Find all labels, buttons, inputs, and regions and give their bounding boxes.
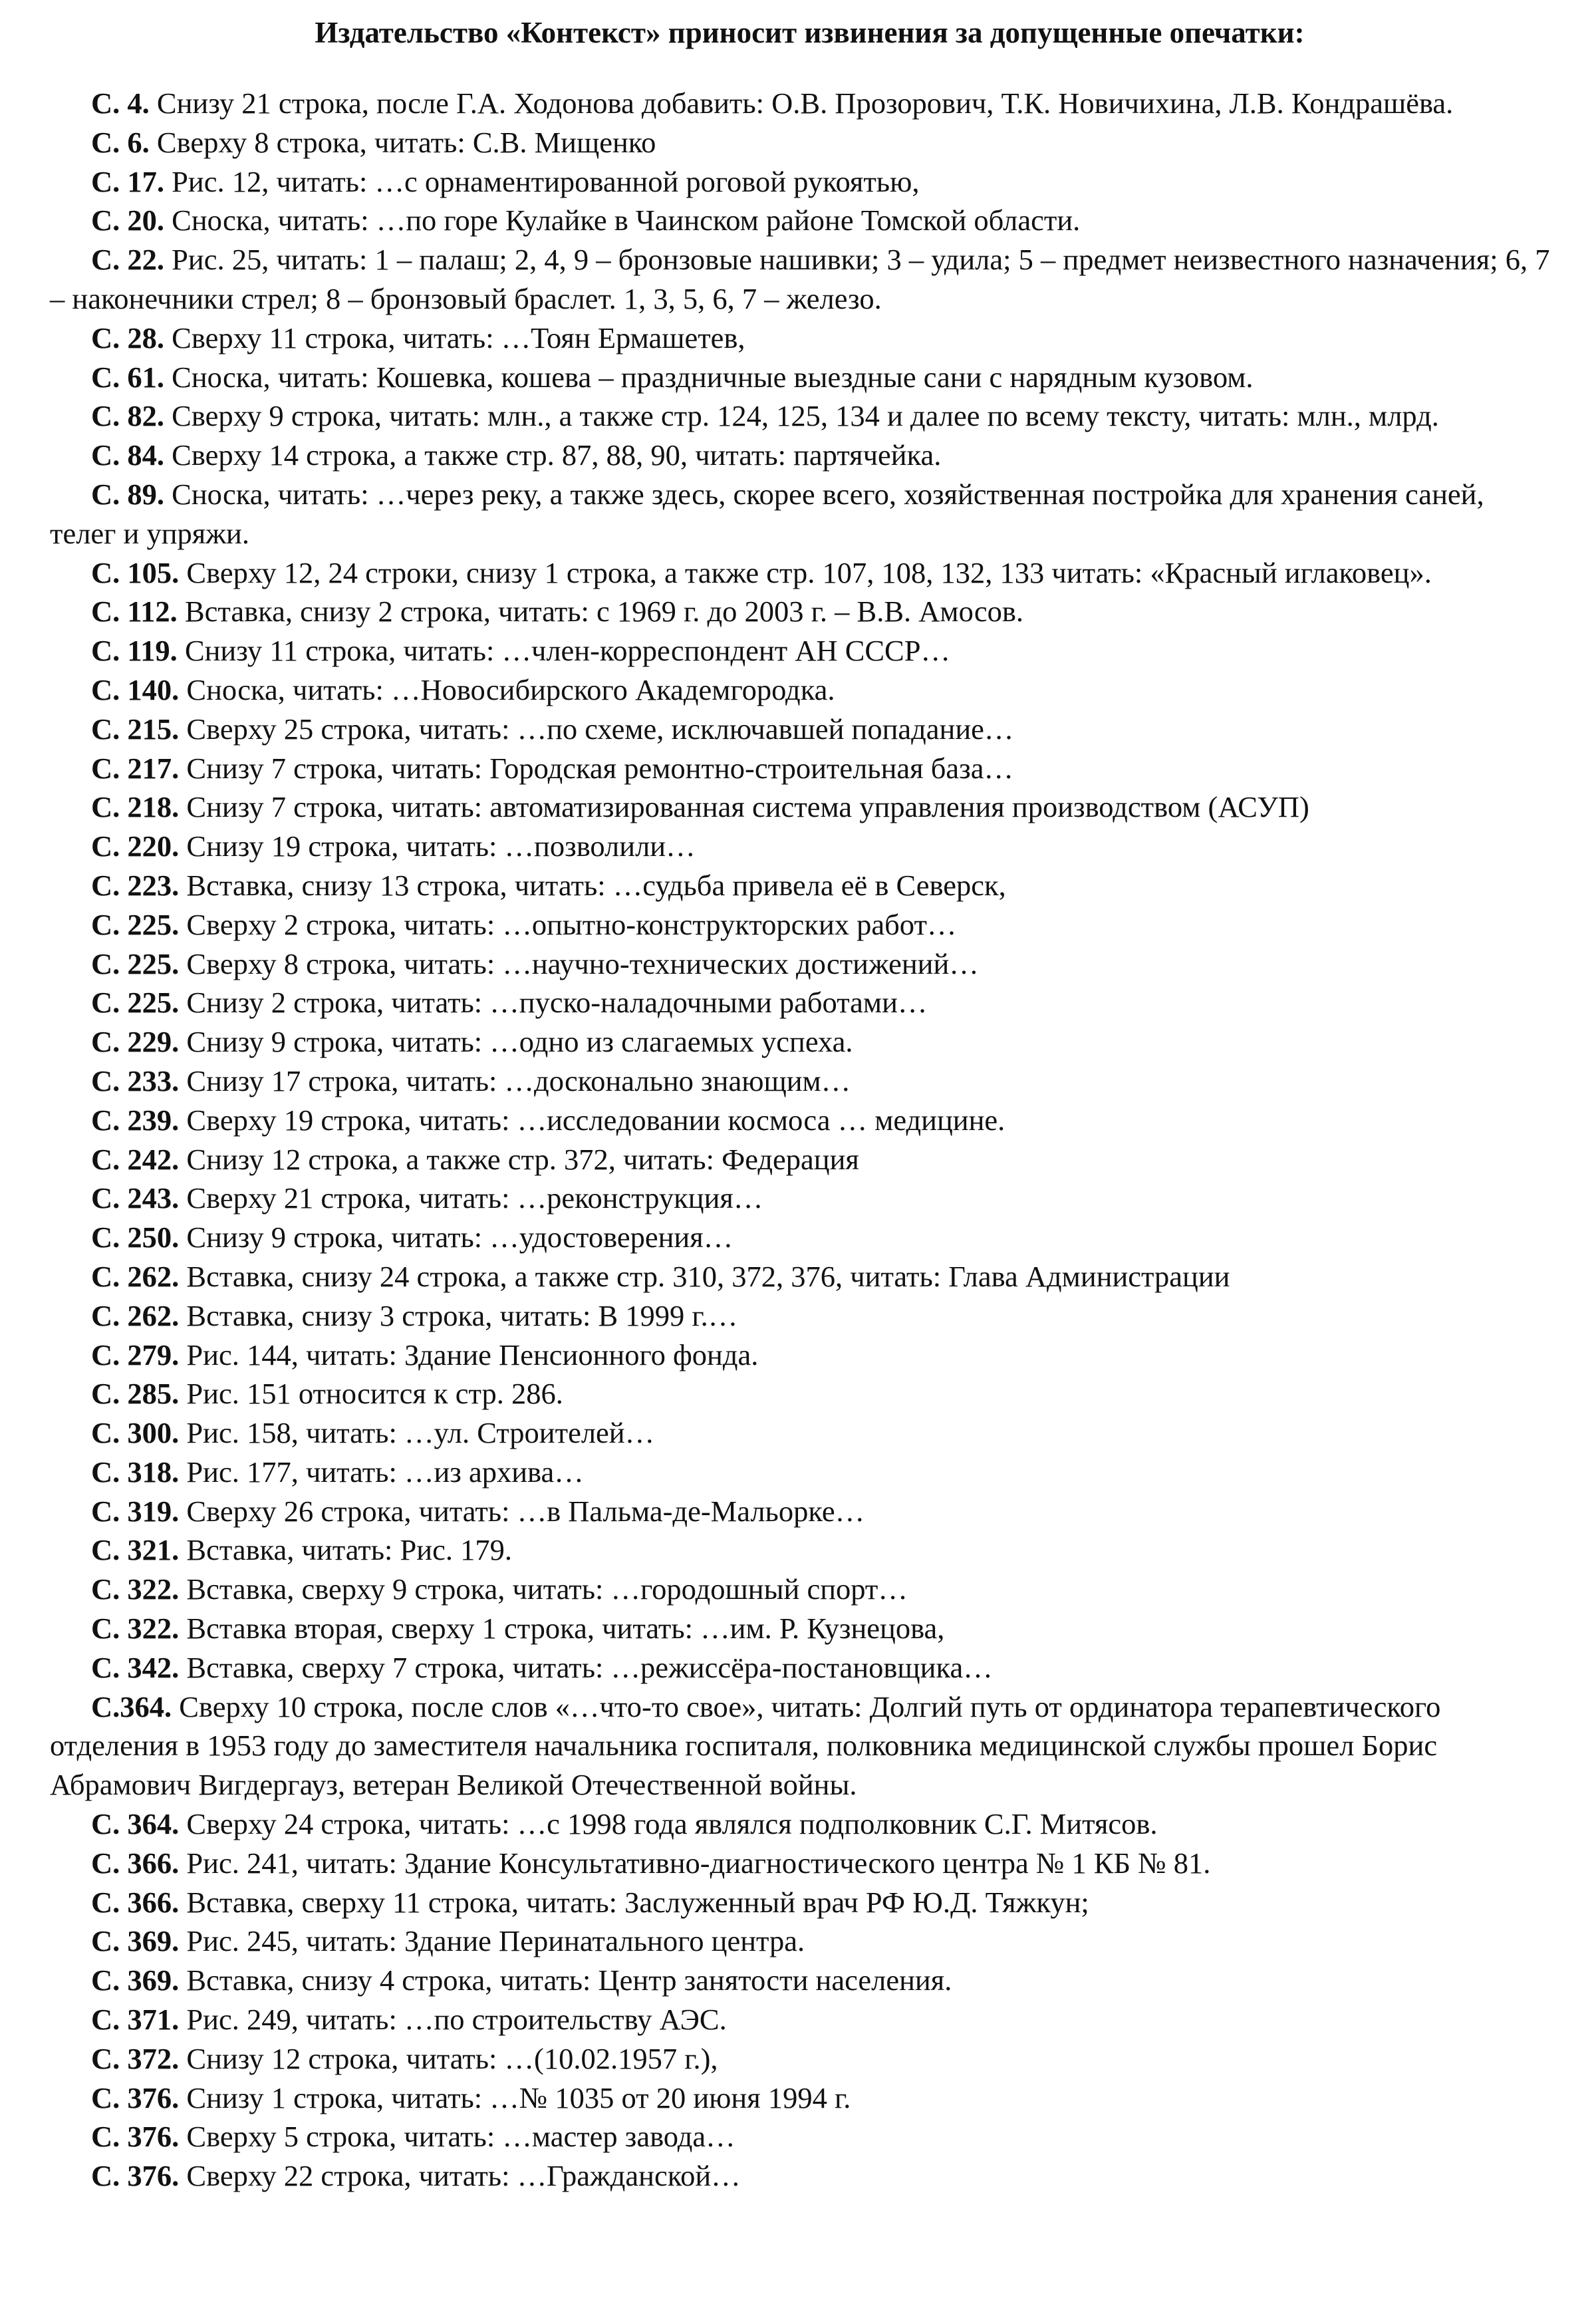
errata-entry <box>50 1804 1556 1844</box>
page-reference: С. 229. <box>91 1025 180 1059</box>
errata-entry <box>50 1296 1556 1336</box>
errata-entry <box>50 1883 1556 1922</box>
correction-text: Сноска, читать: …через реку, а также здесь, скорее всего, хозяйственная постройка для хранения саней, телег и упряжи. <box>50 477 1484 550</box>
correction-text: Вставка вторая, сверху 1 строка, читать: …им. Р. Кузнецова, <box>179 1612 945 1646</box>
errata-entry <box>50 2117 1556 2156</box>
errata-entry <box>50 1492 1556 1531</box>
correction-text: Вставка, снизу 2 строка, читать: с 1969 г. до 2003 г. – В.В. Амосов. <box>177 595 1024 629</box>
page-reference: С. 250. <box>91 1221 180 1254</box>
correction-text: Сверху 24 строка, читать: …с 1998 года являлся подполковник С.Г. Митясов. <box>179 1807 1158 1841</box>
errata-entry <box>50 1570 1556 1609</box>
correction-text: Вставка, сверху 7 строка, читать: …режиссёра-постановщика… <box>179 1650 993 1684</box>
errata-entry <box>50 240 1556 319</box>
page-reference: С. 89. <box>91 477 165 511</box>
correction-text: Снизу 19 строка, читать: …позволили… <box>179 829 696 863</box>
correction-text: Рис. 151 относится к стр. 286. <box>179 1377 563 1411</box>
page-reference: С. 318. <box>91 1455 180 1489</box>
correction-text: Снизу 17 строка, читать: …досконально знающим… <box>179 1064 851 1097</box>
page-reference: С. 217. <box>91 751 180 785</box>
correction-text: Снизу 1 строка, читать: …№ 1035 от 20 июня 1994 г. <box>179 2081 851 2114</box>
errata-entry <box>50 1844 1556 1883</box>
errata-entry <box>50 319 1556 358</box>
errata-entry <box>50 1609 1556 1648</box>
page-reference: С. 22. <box>91 243 165 277</box>
errata-entry <box>50 749 1556 788</box>
page-reference: С. 28. <box>91 321 165 355</box>
errata-entry <box>50 1140 1556 1179</box>
page-reference: С. 319. <box>91 1494 180 1528</box>
errata-entry <box>50 1062 1556 1101</box>
page-reference: С. 218. <box>91 790 180 824</box>
page-reference: С. 242. <box>91 1142 180 1176</box>
correction-text: Рис. 158, читать: …ул. Строителей… <box>179 1416 655 1450</box>
correction-text: Сверху 25 строка, читать: …по схеме, исключавшей попадание… <box>179 712 1014 746</box>
page-reference: С. 243. <box>91 1181 180 1215</box>
page-reference: С. 369. <box>91 1924 180 1958</box>
page-reference: С. 20. <box>91 204 165 237</box>
correction-text: Сверху 8 строка, читать: С.В. Мищенко <box>149 125 656 159</box>
correction-text: Снизу 2 строка, читать: …пуско-наладочными работами… <box>179 986 928 1020</box>
correction-text: Снизу 12 строка, читать: …(10.02.1957 г.), <box>179 2041 718 2075</box>
correction-text: Сверху 8 строка, читать: …научно-технических достижений… <box>179 946 979 980</box>
correction-text: Вставка, сверху 11 строка, читать: Заслуженный врач РФ Ю.Д. Тяжкун; <box>179 1885 1089 1919</box>
page-reference: С. 321. <box>91 1533 180 1567</box>
errata-entry <box>50 1453 1556 1492</box>
page-reference: С. 225. <box>91 986 180 1020</box>
correction-text: Сверху 9 строка, читать: млн., а также стр. 124, 125, 134 и далее по всему тексту, читать: млн., млрд. <box>164 399 1439 433</box>
errata-entry <box>50 475 1556 553</box>
correction-text: Сверху 22 строка, читать: …Гражданской… <box>179 2159 741 2193</box>
page-reference: С. 105. <box>91 555 180 589</box>
correction-text: Рис. 25, читать: 1 – палаш; 2, 4, 9 – бронзовые нашивки; 3 – удила; 5 – предмет неизвестного назначения; 6, 7 – наконечники стрел; 8 – бронзовый браслет. 1, 3, 5, 6, 7 – железо. <box>50 243 1550 315</box>
errata-entry <box>50 670 1556 710</box>
correction-text: Снизу 21 строка, после Г.А. Ходонова добавить: О.В. Прозорович, Т.К. Новичихина, Л.В. Кондрашёва. <box>149 86 1454 120</box>
page-reference: С. 376. <box>91 2081 180 2114</box>
page-reference: С. 371. <box>91 2003 180 2037</box>
errata-entry <box>50 1336 1556 1375</box>
page-reference: С. 262. <box>91 1259 180 1293</box>
errata-entry <box>50 2039 1556 2079</box>
correction-text: Рис. 241, читать: Здание Консультативно-диагностического центра № 1 КБ № 81. <box>179 1846 1211 1880</box>
correction-text: Рис. 249, читать: …по строительству АЭС. <box>179 2003 727 2037</box>
page-reference: С. 322. <box>91 1612 180 1646</box>
errata-entry <box>50 1179 1556 1218</box>
page-reference: С. 342. <box>91 1650 180 1684</box>
correction-text: Снизу 9 строка, читать: …одно из слагаемых успеха. <box>179 1025 853 1059</box>
errata-entry <box>50 358 1556 397</box>
correction-text: Сверху 11 строка, читать: …Тоян Ермашетев, <box>164 321 745 355</box>
errata-entry <box>50 84 1556 123</box>
page-reference: С. 376. <box>91 2120 180 2154</box>
page-reference: С. 84. <box>91 438 165 472</box>
errata-entry <box>50 553 1556 593</box>
page-reference: С. 220. <box>91 829 180 863</box>
correction-text: Сноска, читать: …по горе Кулайке в Чаинском районе Томской области. <box>164 204 1081 237</box>
page-reference: С.364. <box>91 1689 172 1723</box>
correction-text: Снизу 7 строка, читать: Городская ремонтно-строительная база… <box>179 751 1013 785</box>
errata-entry <box>50 396 1556 436</box>
correction-text: Вставка, снизу 4 строка, читать: Центр занятости населения. <box>179 1963 952 1997</box>
correction-text: Сверху 19 строка, читать: …исследовании космоса … медицине. <box>179 1103 1005 1137</box>
errata-entry <box>50 1530 1556 1570</box>
correction-text: Вставка, снизу 24 строка, а также стр. 310, 372, 376, читать: Глава Администрации <box>179 1259 1230 1293</box>
correction-text: Сверху 14 строка, а также стр. 87, 88, 90, читать: партячейка. <box>164 438 942 472</box>
errata-entry <box>50 1648 1556 1687</box>
page-reference: С. 119. <box>91 634 178 668</box>
correction-text: Вставка, снизу 13 строка, читать: …судьба привела её в Северск, <box>179 868 1006 902</box>
correction-text: Рис. 245, читать: Здание Перинатального центра. <box>179 1924 805 1958</box>
correction-text: Рис. 144, читать: Здание Пенсионного фонда. <box>179 1338 759 1371</box>
errata-entry <box>50 827 1556 866</box>
correction-text: Рис. 12, читать: …с орнаментированной роговой рукоятью, <box>164 164 920 198</box>
page-reference: С. 239. <box>91 1103 180 1137</box>
page-reference: С. 140. <box>91 672 180 706</box>
errata-entry <box>50 905 1556 944</box>
correction-text: Вставка, читать: Рис. 179. <box>179 1533 512 1567</box>
errata-entry <box>50 1687 1556 1804</box>
page-reference: С. 61. <box>91 360 165 394</box>
page-reference: С. 4. <box>91 86 150 120</box>
correction-text: Вставка, сверху 9 строка, читать: …городошный спорт… <box>179 1572 908 1606</box>
correction-text: Вставка, снизу 3 строка, читать: В 1999 г.… <box>179 1298 738 1332</box>
page-reference: С. 372. <box>91 2041 180 2075</box>
page-reference: С. 322. <box>91 1572 180 1606</box>
correction-text: Сверху 2 строка, читать: …опытно-конструкторских работ… <box>179 907 957 941</box>
errata-entry <box>50 788 1556 827</box>
errata-entry <box>50 1101 1556 1140</box>
errata-entry <box>50 710 1556 749</box>
errata-entry <box>50 2000 1556 2039</box>
errata-list <box>50 84 1556 2196</box>
page-reference: С. 369. <box>91 1963 180 1997</box>
page-reference: С. 215. <box>91 712 180 746</box>
errata-entry <box>50 1257 1556 1296</box>
correction-text: Сверху 10 строка, после слов «…что-то свое», читать: Долгий путь от ординатора терапевтического отделения в 1953 году до заместителя начальника госпиталя, полковника медицинской службы прошел Борис Абрамович Вигдергауз, ветеран Великой Отечественной войны. <box>50 1689 1441 1802</box>
errata-entry <box>50 983 1556 1022</box>
page-reference: С. 285. <box>91 1377 180 1411</box>
errata-entry <box>50 592 1556 631</box>
errata-entry <box>50 866 1556 905</box>
correction-text: Сноска, читать: Кошевка, кошева – праздничные выездные сани с нарядным кузовом. <box>164 360 1254 394</box>
page-reference: С. 112. <box>91 595 178 629</box>
page-reference: С. 300. <box>91 1416 180 1450</box>
errata-entry <box>50 1961 1556 2000</box>
correction-text: Сверху 5 строка, читать: …мастер завода… <box>179 2120 735 2154</box>
errata-entry <box>50 944 1556 984</box>
page-reference: С. 376. <box>91 2159 180 2193</box>
errata-entry <box>50 436 1556 475</box>
page-reference: С. 366. <box>91 1846 180 1880</box>
correction-text: Снизу 9 строка, читать: …удостоверения… <box>179 1221 733 1254</box>
errata-entry <box>50 1218 1556 1257</box>
errata-entry <box>50 162 1556 202</box>
correction-text: Снизу 7 строка, читать: автоматизированная система управления производством (АСУП) <box>179 790 1309 824</box>
correction-text: Рис. 177, читать: …из архива… <box>179 1455 584 1489</box>
page-reference: С. 366. <box>91 1885 180 1919</box>
correction-text: Сверху 26 строка, читать: …в Пальма-де-Мальорке… <box>179 1494 865 1528</box>
page-reference: С. 225. <box>91 946 180 980</box>
page-reference: С. 233. <box>91 1064 180 1097</box>
errata-entry <box>50 1413 1556 1453</box>
page-reference: С. 17. <box>91 164 165 198</box>
errata-entry <box>50 201 1556 240</box>
errata-entry <box>50 2156 1556 2196</box>
errata-entry <box>50 123 1556 162</box>
errata-entry <box>50 1022 1556 1062</box>
page-reference: С. 279. <box>91 1338 180 1371</box>
errata-entry <box>50 1374 1556 1413</box>
page-reference: С. 262. <box>91 1298 180 1332</box>
page-title: Издательство «Контекст» приносит извинения за допущенные опечатки: <box>315 16 1305 49</box>
correction-text: Снизу 12 строка, а также стр. 372, читать: Федерация <box>179 1142 859 1176</box>
correction-text: Сноска, читать: …Новосибирского Академгородка. <box>179 672 835 706</box>
errata-entry <box>50 2079 1556 2118</box>
page-reference: С. 6. <box>91 125 150 159</box>
page-reference: С. 223. <box>91 868 180 902</box>
errata-entry <box>50 631 1556 670</box>
page-reference: С. 225. <box>91 907 180 941</box>
errata-entry <box>50 1922 1556 1961</box>
correction-text: Сверху 21 строка, читать: …реконструкция… <box>179 1181 763 1215</box>
page-reference: С. 82. <box>91 399 165 433</box>
correction-text: Сверху 12, 24 строки, снизу 1 строка, а также стр. 107, 108, 132, 133 читать: «Красный иглаковец». <box>179 555 1432 589</box>
correction-text: Снизу 11 строка, читать: …член-корреспондент АН СССР… <box>177 634 950 668</box>
page-reference: С. 364. <box>91 1807 180 1841</box>
